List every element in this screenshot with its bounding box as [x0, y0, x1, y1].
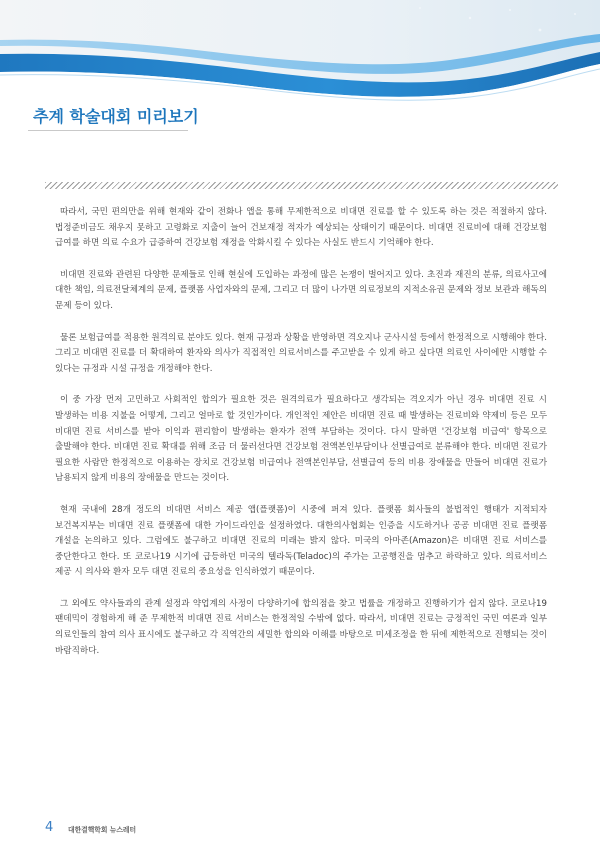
page-number: 4	[45, 820, 54, 835]
section-title: 추계 학술대회 미리보기	[33, 107, 199, 126]
hatched-divider	[45, 182, 558, 189]
paragraph: 비대면 진료와 관련된 다양한 문제들로 인해 현실에 도입하는 과정에 많은 논쟁이 벌어지고 있다. 초진과 재진의 분류, 의료사고에 대한 책임, 의료전달체계의 문제, 플랫폼 사업자와의 문제, 그리고 더 많이 나가면 의료정보의 지적소유권 문제와 정보 보관과 해독의 문제 등이 있다.	[55, 269, 547, 311]
paragraph: 따라서, 국민 편의만을 위해 현재와 같이 전화나 앱을 통해 무제한적으로 비대면 진료를 할 수 있도록 하는 것은 적절하지 않다. 법정준비금도 채우지 못하고 고령화로 지출이 늘어 건보재정 적자가 예상되는 상태이기 때문이다. 비대면 진료비에 대해 건강보험 급여를 하면 의료 수요가 급증하여 건강보험 재정을 악화시킬 수 있다는 사실도 반드시 기억해야 한다.	[55, 207, 547, 249]
newsletter-name: 대한결핵학회 뉴스레터	[68, 826, 137, 834]
paragraph: 물론 보험급여를 적용한 원격의료 분야도 있다. 현재 규정과 상황을 반영하면 격오지나 군사시설 등에서 한정적으로 시행해야 한다. 그리고 비대면 진료를 더 확대하여 환자와 의사가 직접적인 의료서비스를 주고받을 수 있게 하고 싶다면 의료인 사이에만 시행할 수 있다는 규정과 시설 규정을 개정해야 한다.	[55, 332, 547, 374]
article-body	[55, 205, 547, 675]
paragraph: 그 외에도 약사들과의 관계 설정과 약업계의 사정이 다양하기에 합의점을 찾고 법률을 개정하고 진행하기가 쉽지 않다. 코로나19 팬데믹이 경험하게 해 준 무제한적 비대면 진료 서비스는 한정적일 수밖에 없다. 따라서, 비대면 진료는 긍정적인 국민 여론과 일부 의료인들의 참여 의사 표시에도 불구하고 각 직역간의 세밀한 합의와 이해를 바탕으로 미세조정을 한 뒤에 제한적으로 진행되는 것이 바람직하다.	[55, 598, 547, 656]
title-underline	[28, 130, 188, 131]
header-wave-banner	[0, 0, 600, 110]
paragraph: 이 중 가장 먼저 고민하고 사회적인 합의가 필요한 것은 원격의료가 필요하다고 생각되는 격오지가 아닌 경우 비대면 진료 시 발생하는 비용 지불을 어떻게, 그리고 얼마로 할 것인가이다. 개인적인 제안은 비대면 진료 때 발생하는 진료비와 약제비 등은 모두 비대면 진료 서비스를 받아 이익과 편리함이 발생하는 환자가 전액 부담하는 것이다. 다시 말하면 '건강보험 비급여' 항목으로 출발해야 한다. 비대면 진료 확대를 위해 조금 더 물러선다면 건강보험 전액본인부담이나 선별급여로 분류해야 한다. 비대면 진료가 필요한 사람만 한정적으로 이용하는 장치로 건강보험 비급여나 전액본인부담, 선별급여 등의 비용 장애물을 만들어 비대면 진료가 남용되지 않게 비용의 장애물을 만드는 것이다.	[55, 395, 547, 484]
paragraph: 현재 국내에 28개 정도의 비대면 서비스 제공 앱(플랫폼)이 시중에 퍼져 있다. 플랫폼 회사들의 불법적인 행태가 지적되자 보건복지부는 비대면 진료 플랫폼에 대한 가이드라인을 설정하였다. 대한의사협회는 인증을 시도하거나 공공 비대면 진료 플랫폼 개설을 논의하고 있다. 그럼에도 불구하고 비대면 진료의 미래는 밝지 않다. 미국의 아마존(Amazon)은 비대면 진료 서비스를 중단한다고 한다. 또 코로나19 시기에 급등하던 미국의 텔라독(Teladoc)의 주가는 고공행진을 멈추고 하락하고 있다. 의료서비스 제공 시 의사와 환자 모두 대면 진료의 중요성을 인식하였기 때문이다.	[55, 504, 547, 578]
